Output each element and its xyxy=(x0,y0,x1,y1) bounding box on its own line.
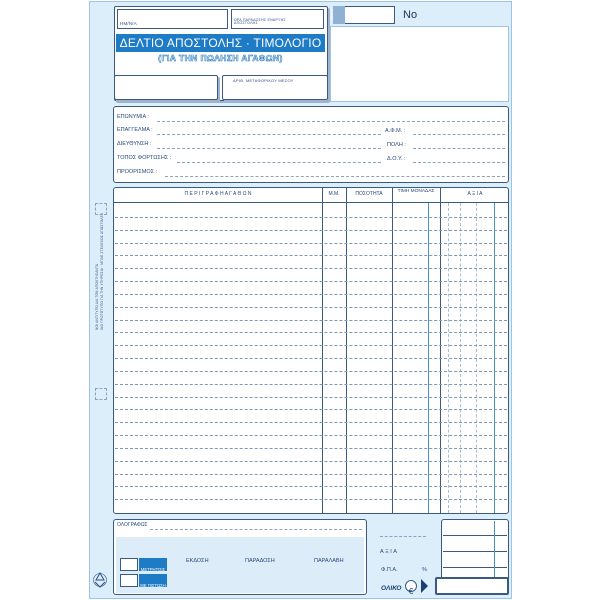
title-bar xyxy=(116,34,325,52)
table-row[interactable] xyxy=(115,294,507,295)
field-label: ΔΙΕΥΘΥΝΣΗ : xyxy=(117,141,152,147)
punch-mark xyxy=(95,203,107,215)
table-row[interactable] xyxy=(115,268,507,269)
credit-label: ΜΕ ΠΙΣΤΩΣΗ xyxy=(140,583,166,588)
customer-row[interactable] xyxy=(117,155,505,164)
document-subtitle: (ΓΙΑ ΤΗΝ ΠΩΛΗΣΗ ΑΓΑΘΩΝ) xyxy=(158,53,283,63)
total-row[interactable] xyxy=(443,553,507,568)
date-field[interactable] xyxy=(117,9,228,29)
table-row[interactable] xyxy=(115,358,507,359)
field-right-label: Δ.Ο.Υ. : xyxy=(387,156,406,162)
header-description: Π Ε Ρ Ι Γ Ρ Α Φ Η Α Γ Α Θ Ω Ν xyxy=(184,191,252,197)
field-line xyxy=(165,176,505,177)
delivery-label: ΠΑΡΑΔΟΣΗ xyxy=(245,558,275,564)
punch-mark xyxy=(95,388,107,400)
table-row[interactable] xyxy=(115,255,507,256)
table-row[interactable] xyxy=(115,384,507,385)
customer-row[interactable] xyxy=(117,169,505,178)
field-label: ΠΡΟΟΡΙΣΜΟΣ : xyxy=(117,169,158,175)
field-line xyxy=(413,162,505,163)
words-label: ΟΛΟΓΡΑΦΩΣ xyxy=(117,522,148,528)
margin-text-line-1: ΝΟΙ ΑΝΤΙΤΥΠΟ ΔΙΑ ΤΟΝ ΑΠΟΚΤΗΣΑΝΤΑ xyxy=(95,263,99,330)
customer-row[interactable] xyxy=(117,114,505,123)
table-row[interactable] xyxy=(115,230,507,231)
table-row[interactable] xyxy=(115,397,507,398)
arrow-icon xyxy=(421,579,428,593)
field-line xyxy=(413,148,505,149)
table-row[interactable] xyxy=(115,499,507,500)
euro-sign: € xyxy=(408,587,414,596)
field-right-label: Α.Φ.Μ. : xyxy=(385,128,406,134)
vat-label: Φ.Π.Α. xyxy=(381,567,398,573)
field-right-label: ΠΟΛΗ : xyxy=(387,142,406,148)
table-row[interactable] xyxy=(115,332,507,333)
table-row[interactable] xyxy=(115,217,507,218)
column-divider xyxy=(346,188,347,513)
document-title: ΔΕΛΤΙΟ ΑΠΟΣΤΟΛΗΣ · ΤΙΜΟΛΟΓΙΟ xyxy=(119,36,322,50)
table-row[interactable] xyxy=(115,320,507,321)
totals-line xyxy=(380,536,426,537)
customer-row[interactable] xyxy=(117,127,505,136)
header-unit-price: ΤΙΜΗ ΜΟΝΑΔΑΣ xyxy=(397,189,435,194)
field-label: ΕΠΩΝΥΜΙΑ : xyxy=(117,114,149,120)
table-row[interactable] xyxy=(115,371,507,372)
grand-total-field[interactable] xyxy=(435,577,509,595)
margin-text-line-2 xyxy=(101,290,104,330)
field-line xyxy=(157,148,381,149)
table-row[interactable] xyxy=(115,448,507,449)
totals-divider xyxy=(494,521,495,577)
vehicle-number-field[interactable] xyxy=(222,75,328,100)
cash-checkbox[interactable] xyxy=(120,558,138,571)
recycle-icon xyxy=(92,572,108,588)
header-value: Α Ξ Ι Α xyxy=(467,191,483,197)
words-line xyxy=(150,529,362,530)
cash-label: ΜΕΤΡΗΤΟΙΣ xyxy=(140,567,166,572)
column-divider xyxy=(440,188,441,513)
cash-tag xyxy=(139,558,167,571)
header-quantity: ΠΟΣΟΤΗΤΑ xyxy=(355,191,383,197)
margin-text xyxy=(95,263,116,330)
value-label: ΑΞΙΑ xyxy=(380,549,399,555)
table-row[interactable] xyxy=(115,409,507,410)
time-label: ΩΡΑ ΠΑΡΑΔΟΣΗΣ ΕΝΑΡΞΗΣ ΑΠΟΣΤΟΛΗΣ xyxy=(234,17,286,26)
table-row[interactable] xyxy=(115,486,507,487)
table-row[interactable] xyxy=(115,345,507,346)
table-row[interactable] xyxy=(115,461,507,462)
receipt-label: ΠΑΡΑΛΑΒΗ xyxy=(314,558,344,564)
column-divider xyxy=(322,188,323,513)
series-tab xyxy=(333,6,345,24)
credit-checkbox[interactable] xyxy=(120,574,138,587)
time-field[interactable] xyxy=(231,9,324,29)
field-line xyxy=(157,121,505,122)
field-label: ΕΠΑΓΓΕΛΜΑ : xyxy=(117,127,153,133)
series-label: ΣΕΙΡΑ xyxy=(329,8,335,21)
customer-row[interactable] xyxy=(117,141,505,150)
issue-label: ΕΚΔΟΣΗ xyxy=(186,558,209,564)
table-row[interactable] xyxy=(115,422,507,423)
field-line xyxy=(177,162,381,163)
field-label: ΤΟΠΟΣ ΦΟΡΤΩΣΗΣ : xyxy=(117,155,172,161)
table-row[interactable] xyxy=(115,307,507,308)
euro-sign-badge xyxy=(405,580,417,596)
credit-tag xyxy=(139,574,167,587)
extra-field-left[interactable] xyxy=(114,75,218,100)
table-row[interactable] xyxy=(115,435,507,436)
items-table xyxy=(113,187,509,514)
header-unit: Μ.Μ. xyxy=(328,191,340,197)
vehicle-label: ΑΡΙΘ. ΜΕΤΑΦΟΡΙΚΟΥ ΜΕΣΟΥ xyxy=(233,78,294,83)
table-row[interactable] xyxy=(115,243,507,244)
table-row[interactable] xyxy=(115,474,507,475)
number-area xyxy=(330,26,509,102)
column-divider xyxy=(392,188,393,513)
total-row[interactable] xyxy=(443,537,507,552)
field-line xyxy=(157,134,381,135)
percent-sign: % xyxy=(422,567,427,573)
number-label: No xyxy=(403,9,418,21)
field-line xyxy=(413,134,505,135)
total-label: ΟΛΙΚΟ xyxy=(381,585,402,592)
total-row[interactable] xyxy=(443,521,507,536)
date-label: ΗΜ/ΝΙΑ xyxy=(120,20,137,26)
table-row[interactable] xyxy=(115,281,507,282)
